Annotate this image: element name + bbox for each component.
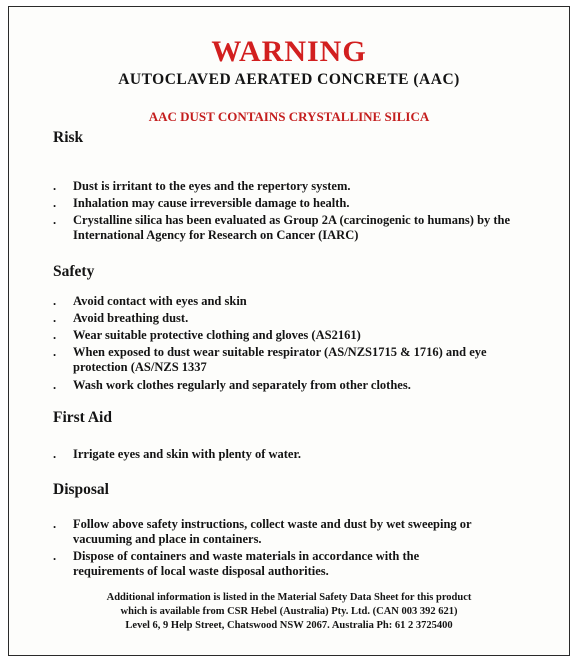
bullet: . bbox=[53, 345, 57, 359]
risk-item-3: Crystalline silica has been evaluated as Group 2A (carcinogenic to humans) by the International Agency for Research on Cancer (IARC) bbox=[73, 213, 511, 242]
safety-item-2: Avoid breathing dust. bbox=[73, 311, 189, 325]
bullet: . bbox=[53, 447, 57, 461]
safety-heading: Safety bbox=[53, 263, 95, 280]
disposal-item-1: Follow above safety instructions, collect waste and dust by wet sweeping or vacuuming and place in containers. bbox=[73, 517, 472, 546]
bullet: . bbox=[53, 549, 57, 563]
list-item bbox=[53, 447, 533, 462]
bullet: . bbox=[53, 179, 57, 193]
footer-info bbox=[9, 591, 569, 633]
list-item bbox=[53, 196, 533, 211]
warning-title: WARNING bbox=[211, 35, 367, 68]
list-item bbox=[53, 179, 533, 194]
bullet: . bbox=[53, 328, 57, 342]
list-item bbox=[53, 378, 533, 393]
silica-warning-line: AAC DUST CONTAINS CRYSTALLINE SILICA bbox=[148, 109, 430, 124]
warning-notice bbox=[8, 6, 570, 656]
bullet: . bbox=[53, 196, 57, 210]
risk-item-1: Dust is irritant to the eyes and the repertory system. bbox=[73, 179, 351, 193]
bullet: . bbox=[53, 517, 57, 531]
list-item bbox=[53, 345, 525, 375]
footer-line-1: Additional information is listed in the Material Safety Data Sheet for this product bbox=[106, 592, 472, 603]
first-aid-heading: First Aid bbox=[53, 409, 112, 426]
bullet: . bbox=[53, 311, 57, 325]
list-item bbox=[53, 294, 533, 309]
list-item bbox=[53, 311, 533, 326]
disposal-item-2: Dispose of containers and waste materials in accordance with the requirements of local waste disposal authorities. bbox=[73, 549, 420, 578]
list-item bbox=[53, 213, 525, 243]
product-subtitle: AUTOCLAVED AERATED CONCRETE (AAC) bbox=[118, 71, 460, 88]
risk-item-2: Inhalation may cause irreversible damage to health. bbox=[73, 196, 350, 210]
list-item bbox=[53, 549, 483, 579]
footer-line-3: Level 6, 9 Help Street, Chatswood NSW 2067. Australia Ph: 61 2 3725400 bbox=[125, 620, 453, 631]
footer-line-2: which is available from CSR Hebel (Australia) Pty. Ltd. (CAN 003 392 621) bbox=[120, 606, 458, 617]
safety-item-1: Avoid contact with eyes and skin bbox=[73, 294, 247, 308]
bullet: . bbox=[53, 213, 57, 227]
disposal-heading: Disposal bbox=[53, 481, 109, 498]
safety-item-5: Wash work clothes regularly and separately from other clothes. bbox=[73, 378, 411, 392]
safety-item-3: Wear suitable protective clothing and gloves (AS2161) bbox=[73, 328, 361, 342]
risk-heading: Risk bbox=[53, 129, 84, 146]
first-aid-item-1: Irrigate eyes and skin with plenty of water. bbox=[73, 447, 302, 461]
list-item bbox=[53, 328, 533, 343]
safety-item-4: When exposed to dust wear suitable respirator (AS/NZS1715 & 1716) and eye protection (AS/NZS 1337 bbox=[73, 345, 487, 374]
bullet: . bbox=[53, 294, 57, 308]
list-item bbox=[53, 517, 511, 547]
bullet: . bbox=[53, 378, 57, 392]
